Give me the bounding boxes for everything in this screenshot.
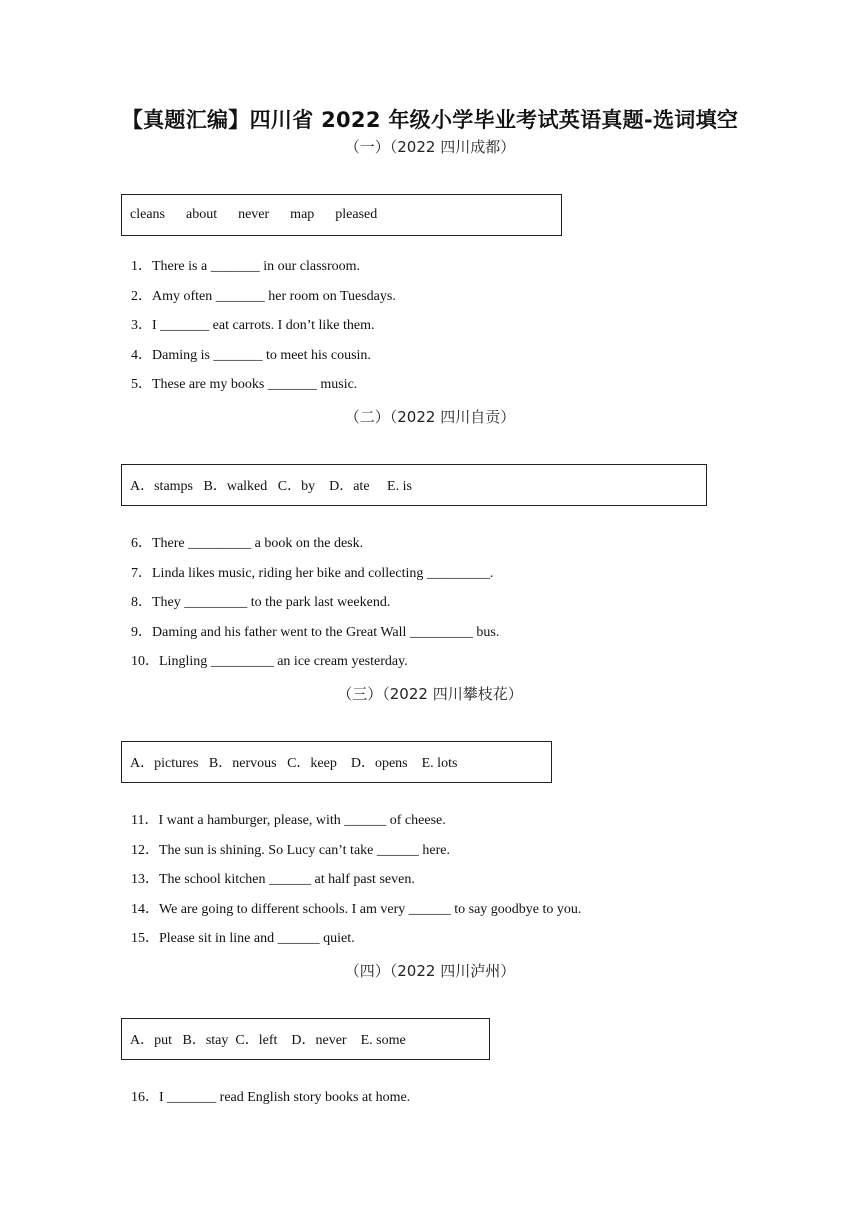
question-list-4 [131,1088,410,1118]
question-16: 16．I _______ read English story books at home. [131,1090,411,1105]
question-9: 9．Daming and his father went to the Great Wall _________ bus. [131,624,500,640]
section-heading-3: （三）（2022 四川攀枝花） [337,685,523,703]
question-4: 4．Daming is _______ to meet his cousin. [131,347,371,363]
question-1: 1．There is a _______ in our classroom. [131,259,361,274]
question-13: 13．The school kitchen ______ at half past seven. [131,872,415,887]
question-2: 2．Amy often _______ her room on Tuesdays. [131,288,396,304]
word-bank-1: cleans about never map pleased [121,194,562,236]
question-12: 12．The sun is shining. So Lucy can’t take ______ here. [131,842,450,858]
section-heading-4: （四）（2022 四川泸州） [344,962,516,980]
question-15: 15．Please sit in line and ______ quiet. [131,931,355,946]
question-14: 14．We are going to different schools. I am very ______ to say goodbye to you. [131,901,582,917]
word-bank-2: A．stamps B．walked C．by D．ate E. is [121,464,707,506]
question-8: 8．They _________ to the park last weekend. [131,595,391,610]
word-bank-4: A．put B．stay C．left D．never E. some [121,1018,490,1060]
question-3: 3．I _______ eat carrots. I don’t like them. [131,318,375,333]
word-bank-3: A．pictures B．nervous C．keep D．opens E. lots [121,741,552,783]
question-list-3 [131,811,581,959]
page-title: 【真题汇编】四川省 2022 年级小学毕业考试英语真题-选词填空 [121,108,739,132]
section-heading-2: （二）（2022 四川自贡） [344,408,516,426]
question-7: 7．Linda likes music, riding her bike and collecting _________. [131,565,494,581]
question-6: 6．There _________ a book on the desk. [131,536,364,551]
question-list-1 [131,257,396,405]
question-11: 11．I want a hamburger, please, with ______ of cheese. [131,813,446,828]
question-5: 5．These are my books _______ music. [131,377,358,392]
section-heading-1: （一）（2022 四川成都） [344,138,516,156]
question-list-2 [131,534,499,682]
question-10: 10．Lingling _________ an ice cream yesterday. [131,654,408,669]
